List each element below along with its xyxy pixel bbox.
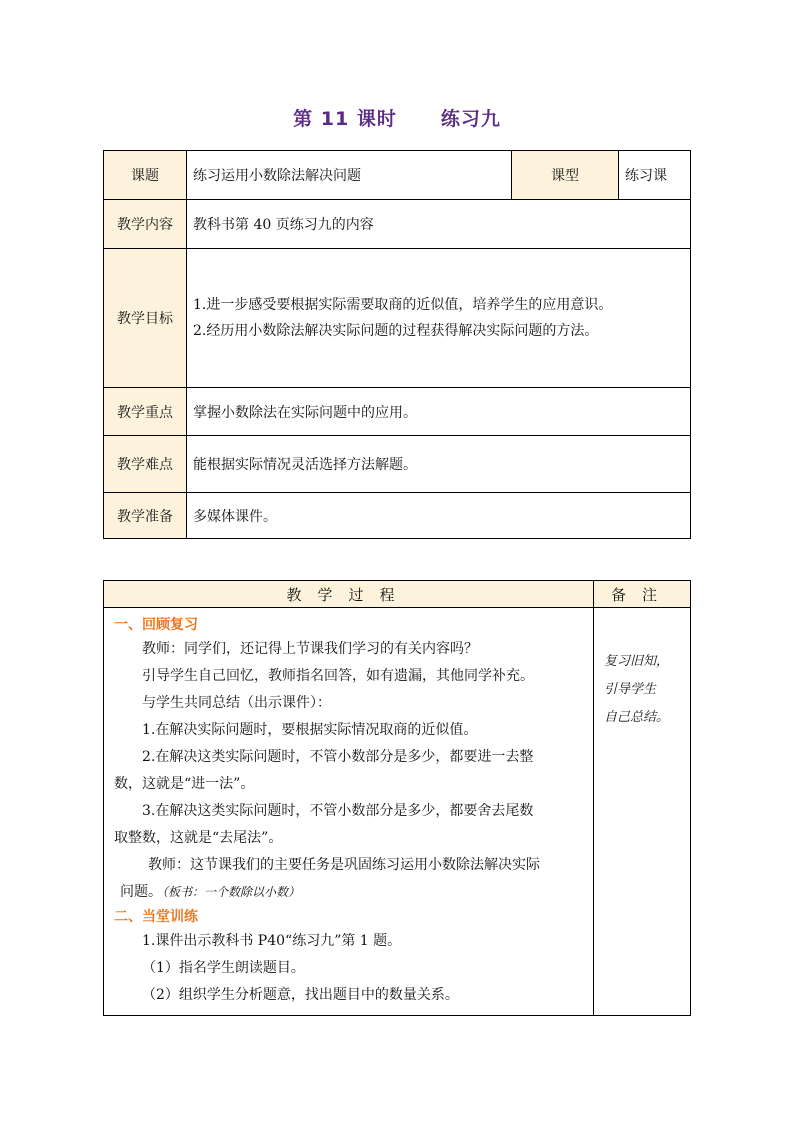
teaching-process-table xyxy=(103,580,691,1016)
goal-item-2: 2.经历用小数除法解决实际问题的过程获得解决实际问题的方法。 xyxy=(193,323,599,339)
content-row xyxy=(104,200,691,249)
lesson-info-table xyxy=(103,150,691,539)
goal-label: 教学目标 xyxy=(104,249,187,388)
section-review-heading: 一、回顾复习 xyxy=(114,617,198,633)
prep-row xyxy=(104,493,691,539)
paragraph: （2）组织学生分析题意，找出题目中的数量关系。 xyxy=(142,987,459,1003)
topic-value: 练习运用小数除法解决问题 xyxy=(187,151,512,200)
paragraph xyxy=(114,879,585,906)
key-label: 教学重点 xyxy=(104,388,187,436)
process-header-row xyxy=(104,581,691,608)
note-header xyxy=(594,581,691,608)
paragraph: 教师：同学们，还记得上节课我们学习的有关内容吗？ xyxy=(142,641,478,657)
blackboard-note: （板书：一个数除以小数） xyxy=(162,885,301,899)
key-row xyxy=(104,388,691,436)
difficulty-value: 能根据实际情况灵活选择方法解题。 xyxy=(187,436,691,493)
prep-label: 教学准备 xyxy=(104,493,187,539)
content-label: 教学内容 xyxy=(104,200,187,249)
note-content xyxy=(594,608,691,1016)
paragraph: 1.在解决实际问题时，要根据实际情况取商的近似值。 xyxy=(142,722,478,738)
type-value: 练习课 xyxy=(619,151,691,200)
key-value: 掌握小数除法在实际问题中的应用。 xyxy=(187,388,691,436)
note-line: 引导学生 xyxy=(604,682,657,697)
goal-value xyxy=(187,249,691,388)
topic-label: 课题 xyxy=(104,151,187,200)
type-label: 课型 xyxy=(512,151,619,200)
paragraph-text: 问题。 xyxy=(120,884,162,900)
lesson-number: 第 11 课时 xyxy=(293,108,397,130)
paragraph: 教师：这节课我们的主要任务是巩固练习运用小数除法解决实际 xyxy=(148,857,540,873)
process-header-text: 教学过程 xyxy=(286,585,411,604)
prep-value: 多媒体课件。 xyxy=(187,493,691,539)
paragraph: 引导学生自己回忆，教师指名回答，如有遗漏，其他同学补充。 xyxy=(142,668,534,684)
paragraph: 与学生共同总结（出示课件）： xyxy=(142,695,331,711)
difficulty-label: 教学难点 xyxy=(104,436,187,493)
lesson-name: 练习九 xyxy=(440,108,501,130)
goal-item-1: 1.进一步感受要根据实际需要取商的近似值，培养学生的应用意识。 xyxy=(193,297,613,313)
process-content xyxy=(104,608,594,1016)
difficulty-row xyxy=(104,436,691,493)
content-value: 教科书第 40 页练习九的内容 xyxy=(187,200,691,249)
note-line: 自己总结。 xyxy=(604,710,670,725)
paragraph: 取整数，这就是“去尾法”。 xyxy=(114,830,283,846)
process-header xyxy=(104,581,594,608)
paragraph: 3.在解决这类实际问题时，不管小数部分是多少，都要舍去尾数 xyxy=(142,803,534,819)
goal-row xyxy=(104,249,691,388)
note-header-text: 备注 xyxy=(610,585,673,604)
paragraph: 数，这就是“进一法”。 xyxy=(114,776,255,792)
page-title xyxy=(0,104,794,131)
section-practice-heading: 二、当堂训练 xyxy=(114,909,198,925)
paragraph: （1）指名学生朗读题目。 xyxy=(142,960,305,976)
paragraph: 2.在解决这类实际问题时，不管小数部分是多少，都要进一去整 xyxy=(142,749,534,765)
topic-row xyxy=(104,151,691,200)
process-body-row xyxy=(104,608,691,1016)
paragraph: 1.课件出示教科书 P40“练习九”第 1 题。 xyxy=(142,933,402,949)
note-line: 复习旧知， xyxy=(604,654,670,669)
